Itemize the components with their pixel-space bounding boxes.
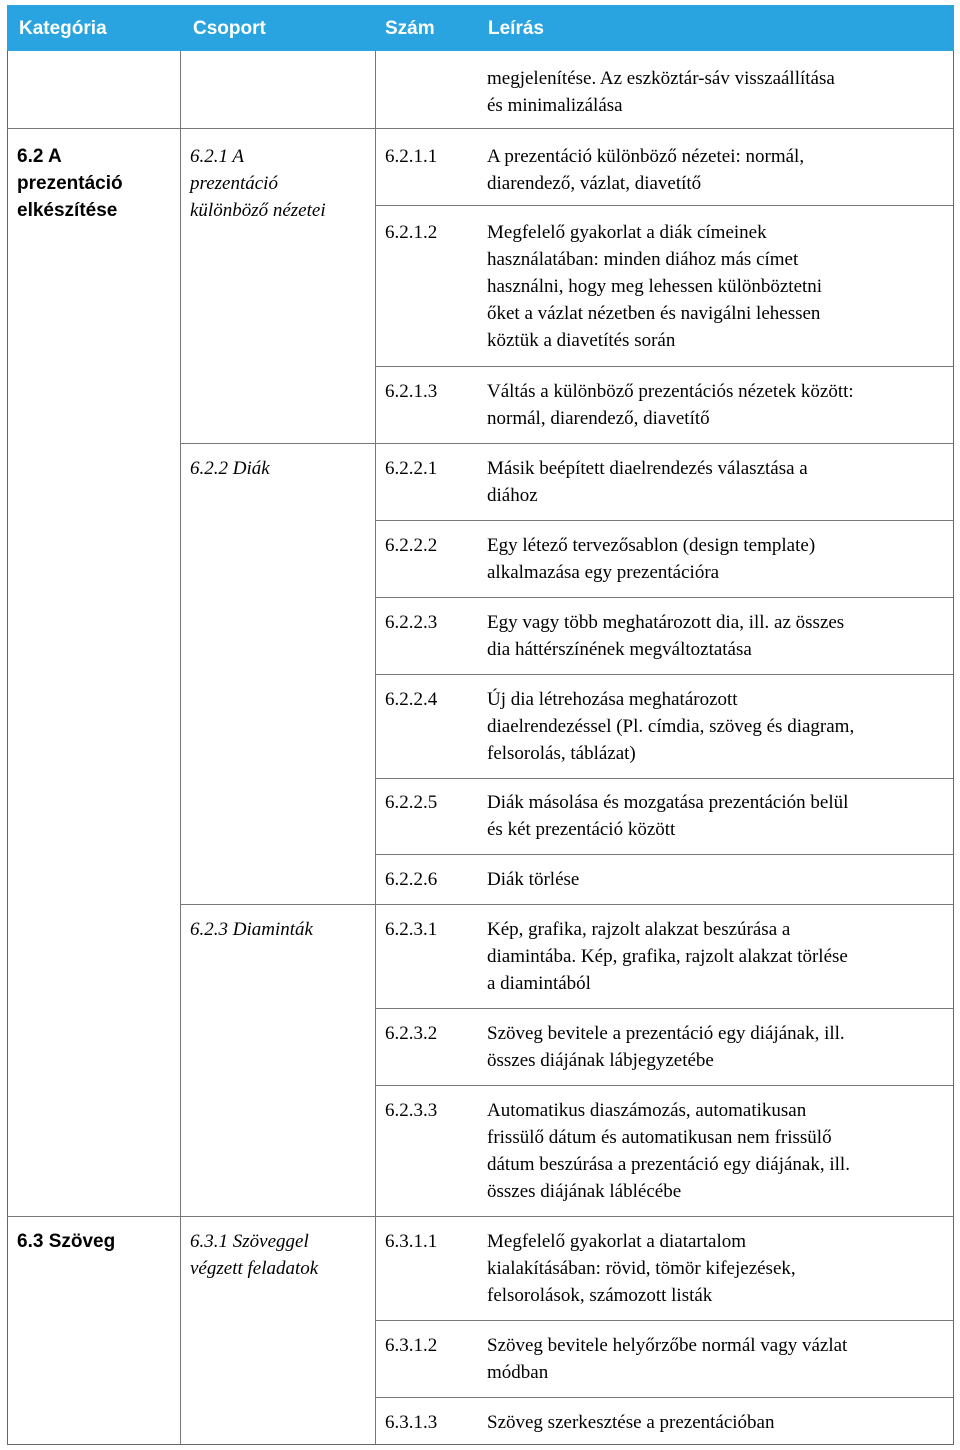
item-description: Másik beépített diaelrendezés választása a diához	[487, 458, 808, 506]
row-divider	[375, 366, 954, 367]
item-description: Kép, grafika, rajzolt alakzat beszúrása a diamintába. Kép, grafika, rajzolt alakzat törlése a diamintából	[487, 919, 848, 994]
item-description: Diák másolása és mozgatása prezentáción belül és két prezentáció között	[487, 792, 849, 840]
row-divider	[375, 674, 954, 675]
row-divider	[375, 1085, 954, 1086]
item-number: 6.2.2.3	[385, 612, 438, 633]
row-divider	[375, 778, 954, 779]
item-number: 6.2.2.2	[385, 535, 438, 556]
category-6-3: 6.3 Szöveg	[17, 1231, 116, 1252]
item-number: 6.2.3.3	[385, 1100, 438, 1121]
item-description: Szöveg bevitele helyőrzőbe normál vagy vázlat módban	[487, 1335, 848, 1383]
item-number: 6.3.1.1	[385, 1231, 438, 1252]
group-6-2-1: 6.2.1 A prezentáció különböző nézetei	[190, 146, 326, 221]
group-6-3-1: 6.3.1 Szöveggel végzett feladatok	[190, 1231, 319, 1279]
header-description: Leírás	[488, 18, 544, 39]
item-description: Szöveg szerkesztése a prezentációban	[487, 1412, 775, 1433]
continued-description: megjelenítése. Az eszköztár-sáv visszaállítása és minimalizálása	[487, 68, 835, 116]
item-description: Megfelelő gyakorlat a diák címeinek használatában: minden diához más címet használni, hogy meg lehessen különböztetni őket a vázlat nézetben és navigálni lehessen köztük a diavetítés során	[487, 222, 823, 351]
item-description: Diák törlése	[487, 869, 580, 890]
category-6-2: 6.2 A prezentáció elkészítése	[17, 146, 123, 221]
header-number: Szám	[385, 18, 435, 39]
item-description: Új dia létrehozása meghatározott diaelrendezéssel (Pl. címdia, szöveg és diagram, felsorolás, táblázat)	[487, 689, 855, 764]
column-divider	[180, 51, 181, 1445]
item-number: 6.2.2.5	[385, 792, 438, 813]
item-number: 6.2.1.3	[385, 381, 438, 402]
item-number: 6.2.2.4	[385, 689, 438, 710]
row-divider	[375, 1008, 954, 1009]
item-description: Szöveg bevitele a prezentáció egy diájának, ill. összes diájának lábjegyzetébe	[487, 1023, 845, 1071]
table-header	[7, 5, 954, 51]
header-group: Csoport	[193, 18, 266, 39]
row-divider	[375, 205, 954, 206]
item-number: 6.3.1.2	[385, 1335, 438, 1356]
item-number: 6.3.1.3	[385, 1412, 438, 1433]
item-description: Megfelelő gyakorlat a diatartalom kialakításában: rövid, tömör kifejezések, felsorolások, számozott listák	[487, 1231, 796, 1306]
item-number: 6.2.1.2	[385, 222, 438, 243]
item-number: 6.2.1.1	[385, 146, 438, 167]
group-6-2-2: 6.2.2 Diák	[190, 458, 270, 479]
item-description: Automatikus diaszámozás, automatikusan frissülő dátum és automatikusan nem frissülő dátum beszúrása a prezentáció egy diájának, ill. összes diájának láblécébe	[487, 1100, 850, 1202]
column-divider	[375, 51, 376, 1445]
row-divider	[180, 443, 954, 444]
item-number: 6.2.2.6	[385, 869, 438, 890]
item-description: A prezentáció különböző nézetei: normál, diarendező, vázlat, diavetítő	[487, 146, 805, 194]
item-number: 6.2.3.1	[385, 919, 438, 940]
row-divider	[375, 854, 954, 855]
row-divider	[375, 520, 954, 521]
group-6-2-3: 6.2.3 Diaminták	[190, 919, 313, 940]
row-divider	[375, 1397, 954, 1398]
item-description: Egy létező tervezősablon (design template) alkalmazása egy prezentációra	[487, 535, 816, 583]
row-divider	[375, 1320, 954, 1321]
item-description: Váltás a különböző prezentációs nézetek között: normál, diarendező, diavetítő	[487, 381, 854, 429]
item-number: 6.2.2.1	[385, 458, 438, 479]
header-category: Kategória	[19, 18, 107, 39]
row-divider	[375, 597, 954, 598]
row-divider	[7, 128, 954, 129]
item-number: 6.2.3.2	[385, 1023, 438, 1044]
row-divider	[7, 1216, 954, 1217]
item-description: Egy vagy több meghatározott dia, ill. az összes dia háttérszínének megváltoztatása	[487, 612, 845, 660]
row-divider	[180, 904, 954, 905]
